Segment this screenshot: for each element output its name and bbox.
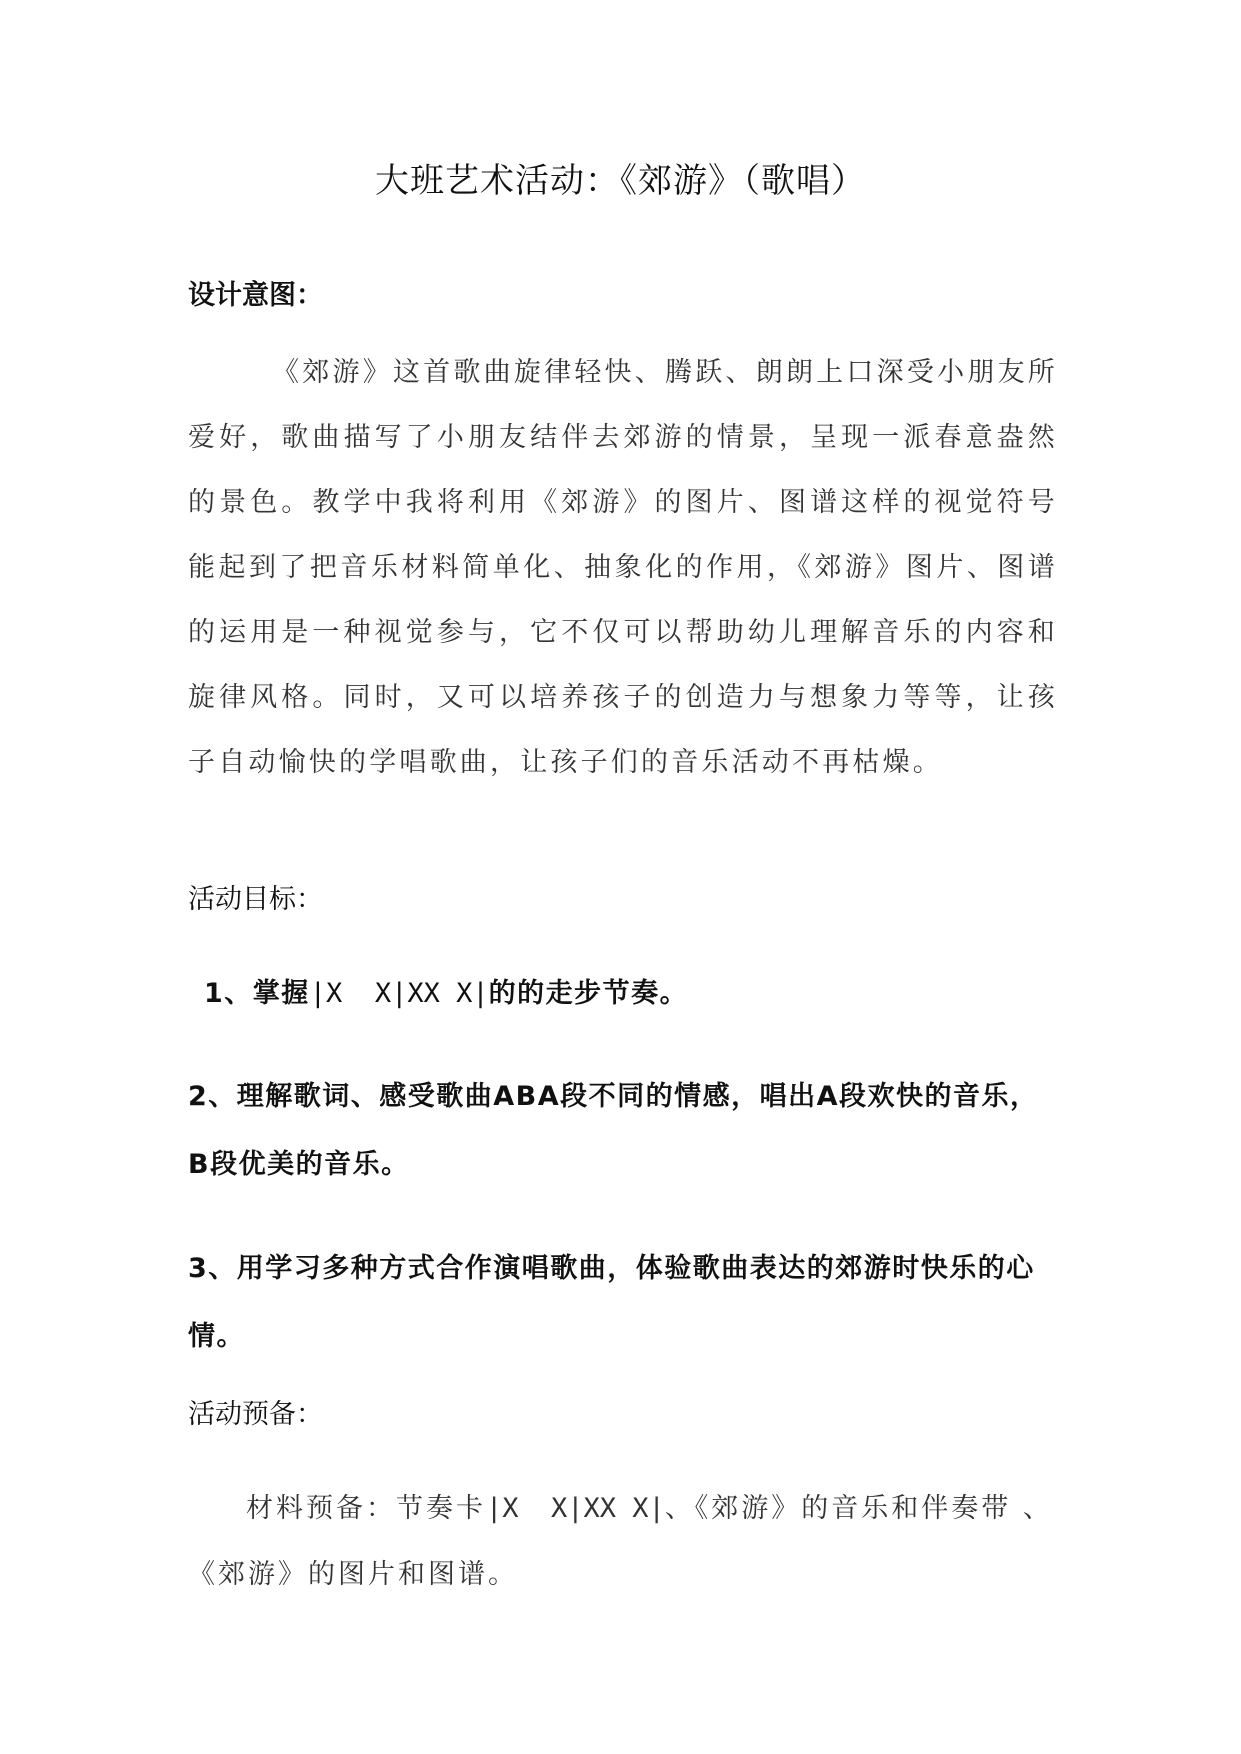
document-title: 大班艺术活动：《郊游》（歌唱）	[375, 161, 866, 201]
preparation-prefix: 材料预备：节奏卡	[246, 1493, 486, 1524]
goal-item-1-prefix: 1、掌握	[204, 978, 310, 1009]
preparation-heading: 活动预备：	[188, 1399, 323, 1430]
goal-item-1	[204, 960, 1074, 1028]
goal-item-2: 2、理解歌词、感受歌曲ABA段不同的情感，唱出A段欢快的音乐，B段优美的音乐。	[188, 1081, 1039, 1180]
goal-item-1-suffix: 的的走步节奏。	[488, 978, 689, 1009]
design-intent-paragraph: 《郊游》这首歌曲旋律轻快、腾跃、朗朗上口深受小朋友所爱好，歌曲描写了小朋友结伴去郊游的情景，呈现一派春意盎然的景色。教学中我将利用《郊游》的图片、图谱这样的视觉符号能起到了把音乐材料简单化、抽象化的作用，《郊游》图片、图谱的运用是一种视觉参与，它不仅可以帮助幼儿理解音乐的内容和旋律风格。同时，又可以培养孩子的创造力与想象力等等，让孩子自动愉快的学唱歌曲，让孩子们的音乐活动不再枯燥。	[188, 357, 1058, 778]
goal-item-3: 3、用学习多种方式合作演唱歌曲，体验歌曲表达的郊游时快乐的心情。	[188, 1253, 1035, 1352]
preparation-suffix: 、《郊游》的音乐和伴奏带 、《郊游》的图片和图谱。	[188, 1493, 1053, 1590]
design-intent-heading: 设计意图：	[188, 280, 323, 311]
goals-heading: 活动目标：	[188, 884, 323, 915]
goal-item-1-rhythm: |X X|XX X|	[309, 978, 489, 1009]
preparation-paragraph	[188, 1476, 1058, 1608]
preparation-rhythm: |X X|XX X|	[486, 1493, 665, 1524]
